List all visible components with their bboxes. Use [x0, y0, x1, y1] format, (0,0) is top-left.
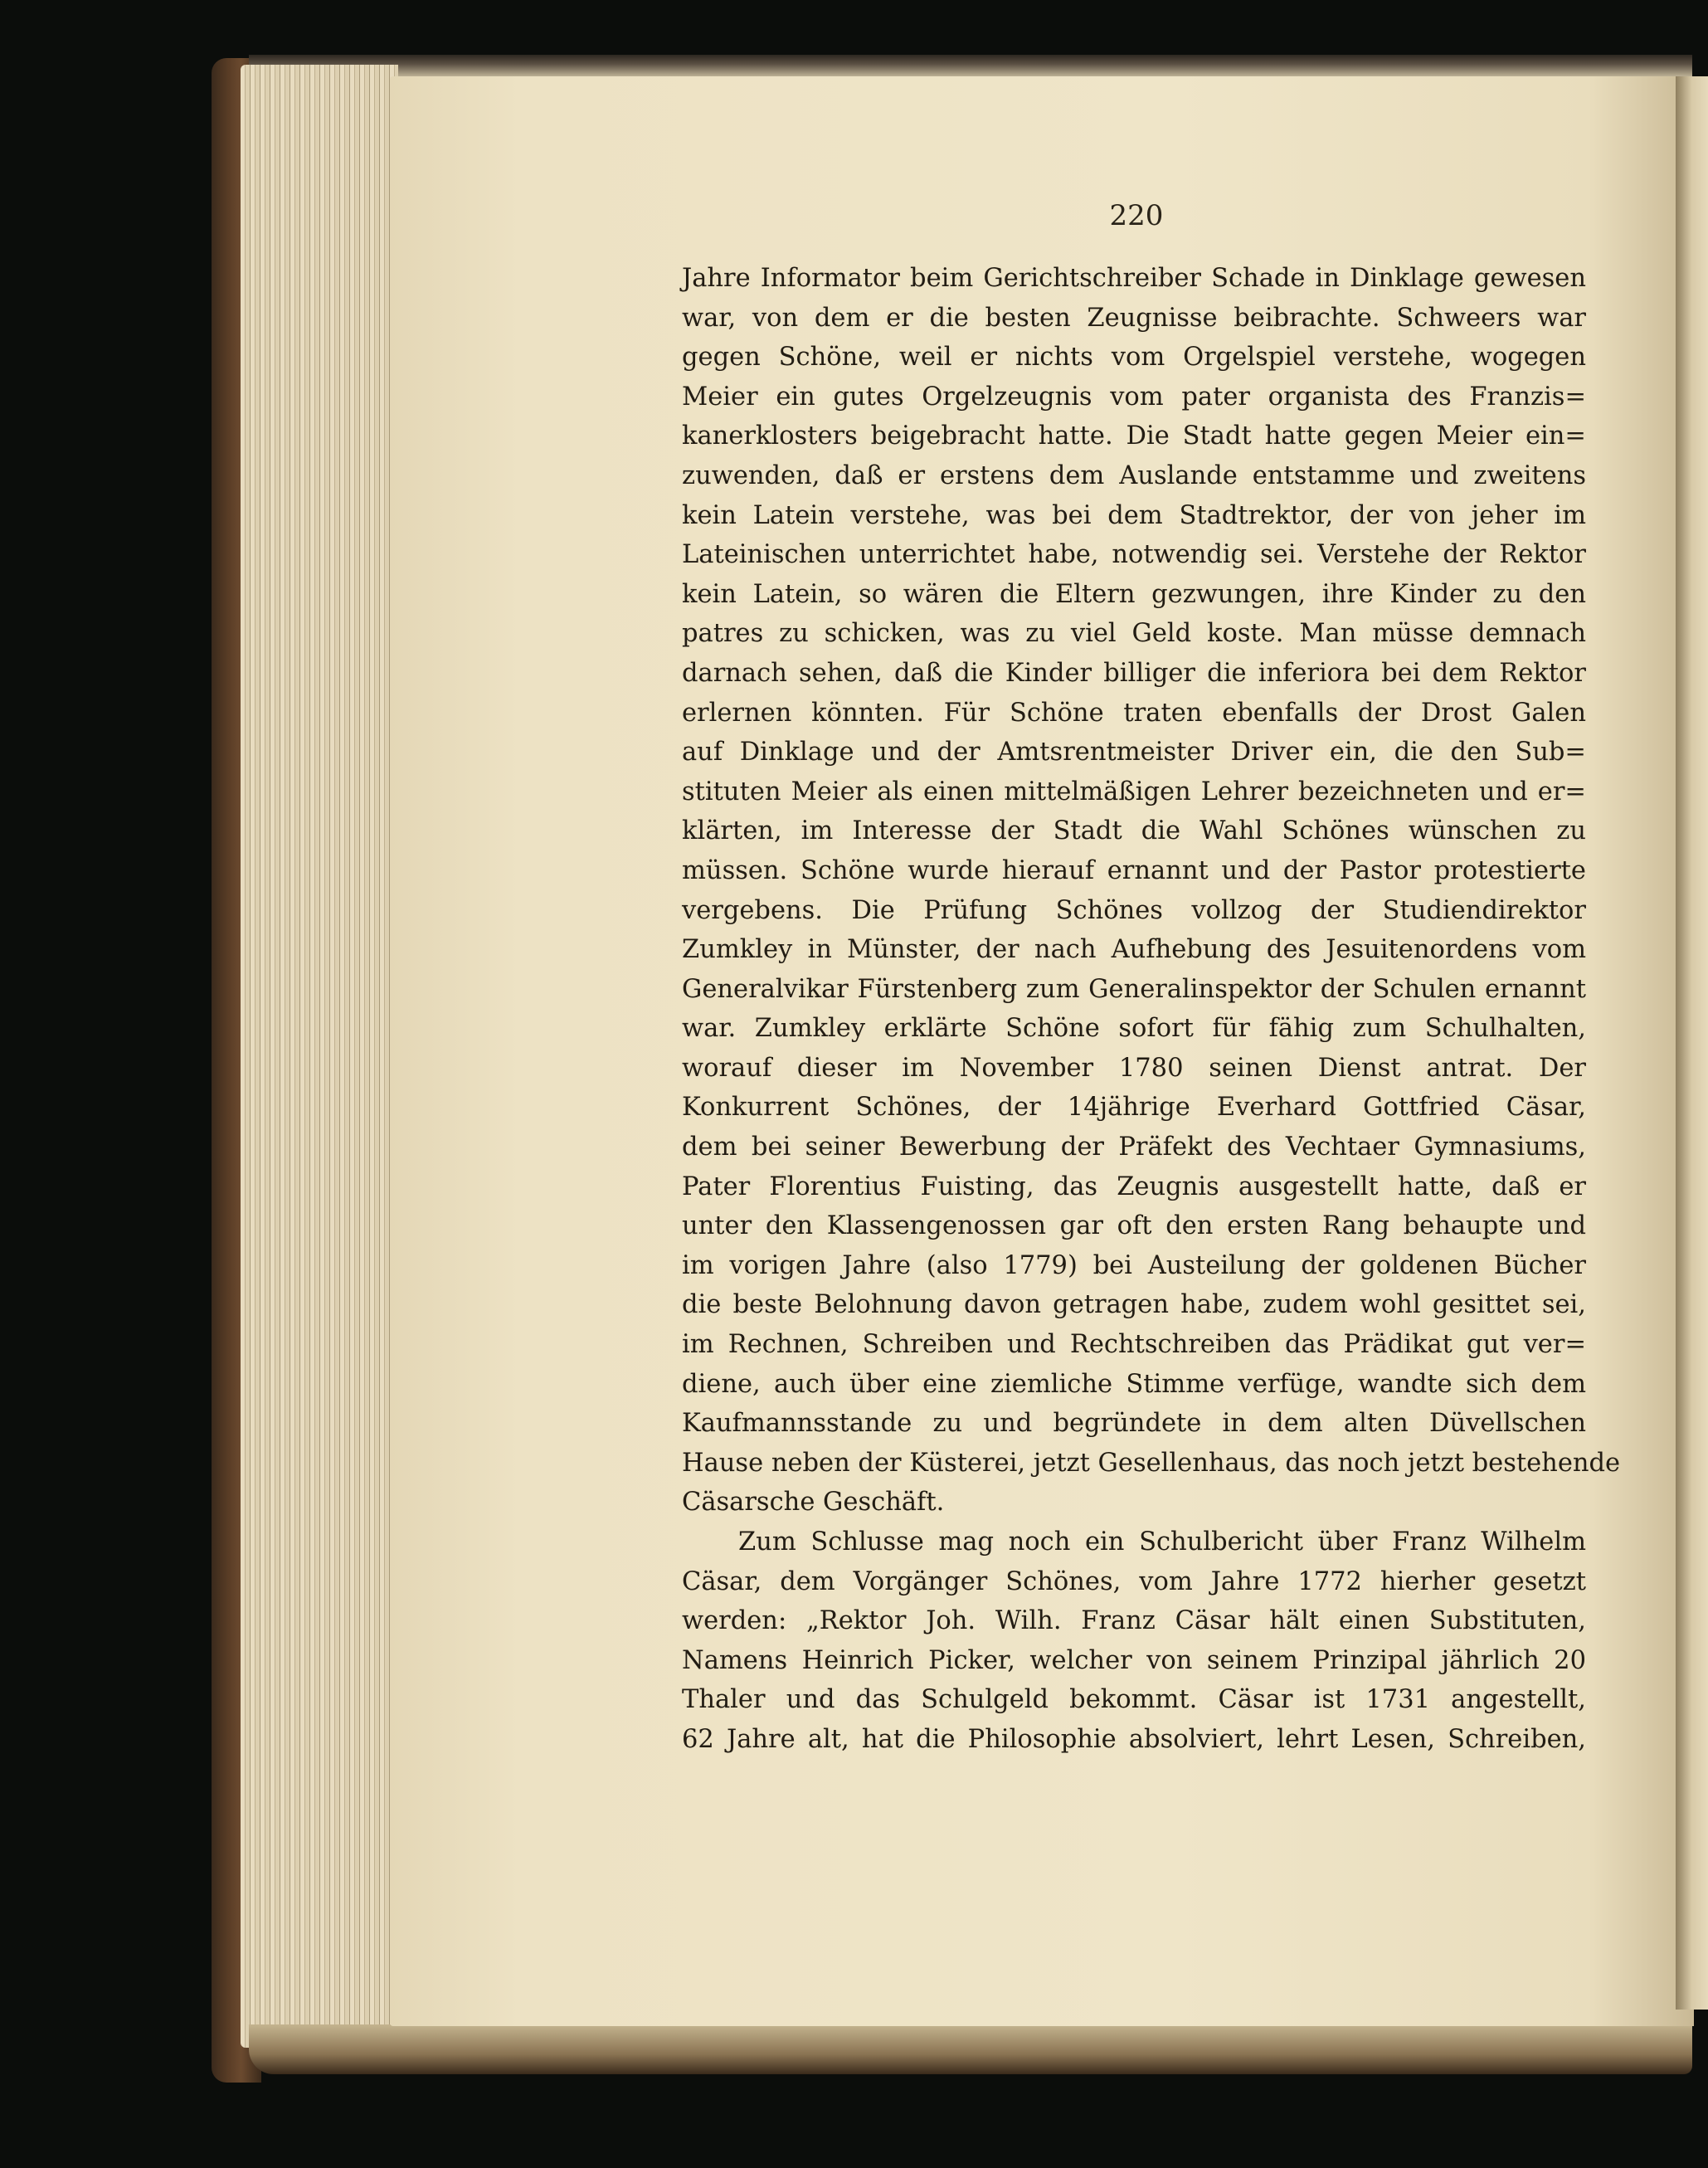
text-line: im Rechnen, Schreiben und Rechtschreiben das Prädikat gut ver= [682, 1330, 1586, 1360]
text-line: Pater Florentius Fuisting, das Zeugnis ausgestellt hatte, daß er [682, 1172, 1586, 1201]
text-line: dem bei seiner Bewerbung der Präfekt des Vechtaer Gymnasiums, [682, 1133, 1586, 1162]
text-line: Jahre Informator beim Gerichtschreiber Schade in Dinklage gewesen [682, 264, 1586, 293]
text-line: Namens Heinrich Picker, welcher von seinem Prinzipal jährlich 20 [682, 1645, 1586, 1675]
text-line: Hause neben der Küsterei, jetzt Gesellenhaus, das noch jetzt bestehende [682, 1448, 1621, 1478]
text-line: unter den Klassengenossen gar oft den ersten Rang behaupte und [682, 1211, 1586, 1241]
text-line: Zumkley in Münster, der nach Aufhebung des Jesuitenordens vom [682, 935, 1586, 965]
text-line: zuwenden, daß er erstens dem Auslande entstamme und zweitens [682, 460, 1586, 490]
page-edges-left [241, 65, 398, 2048]
text-line: Generalvikar Fürstenberg zum Generalinspektor der Schulen ernannt [682, 974, 1586, 1004]
text-line: Meier ein gutes Orgelzeugnis vom pater organista des Franzis= [682, 382, 1586, 412]
text-line: Lateinischen unterrichtet habe, notwendig sei. Verstehe der Rektor [682, 540, 1586, 570]
opposite-page-gutter [1676, 76, 1708, 2010]
text-line: gegen Schöne, weil er nichts vom Orgelspiel verstehe, wogegen [682, 343, 1586, 373]
text-line: Thaler und das Schulgeld bekommt. Cäsar ist 1731 angestellt, [682, 1685, 1586, 1715]
text-line: Cäsarsche Geschäft. [682, 1488, 945, 1518]
paragraph-2 [682, 1522, 1586, 1760]
book-top-edge [249, 55, 1692, 78]
text-line: kein Latein, so wären die Eltern gezwungen, ihre Kinder zu den [682, 579, 1586, 609]
text-line: vergebens. Die Prüfung Schönes vollzog der Studiendirektor [682, 895, 1586, 925]
text-line: 62 Jahre alt, hat die Philosophie absolviert, lehrt Lesen, Schreiben, [682, 1724, 1586, 1754]
text-line: müssen. Schöne wurde hierauf ernannt und der Pastor protestierte [682, 855, 1586, 885]
text-line: worauf dieser im November 1780 seinen Dienst antrat. Der [682, 1053, 1586, 1083]
text-line: kanerklosters beigebracht hatte. Die Stadt hatte gegen Meier ein= [682, 421, 1586, 451]
text-line: Cäsar, dem Vorgänger Schönes, vom Jahre 1772 hierher gesetzt [682, 1566, 1586, 1596]
text-line: patres zu schicken, was zu viel Geld koste. Man müsse demnach [682, 619, 1586, 649]
text-line: werden: „Rektor Joh. Wilh. Franz Cäsar hält einen Substituten, [682, 1606, 1586, 1636]
text-line: auf Dinklage und der Amtsrentmeister Driver ein, die den Sub= [682, 738, 1586, 767]
text-line: klärten, im Interesse der Stadt die Wahl Schönes wünschen zu [682, 816, 1586, 846]
text-line: die beste Belohnung davon getragen habe, zudem wohl gesittet sei, [682, 1290, 1586, 1320]
text-line: war. Zumkley erklärte Schöne sofort für fähig zum Schulhalten, [682, 1014, 1586, 1044]
text-line: erlernen könnten. Für Schöne traten ebenfalls der Drost Galen [682, 698, 1586, 728]
page-text [682, 259, 1621, 1760]
page-number: 220 [1109, 199, 1164, 232]
text-line: kein Latein verstehe, was bei dem Stadtrektor, der von jeher im [682, 500, 1586, 530]
text-line: darnach sehen, daß die Kinder billiger die inferiora bei dem Rektor [682, 658, 1586, 688]
text-line: Zum Schlusse mag noch ein Schulbericht über Franz Wilhelm [738, 1527, 1586, 1557]
text-line: Konkurrent Schönes, der 14jährige Everhard Gottfried Cäsar, [682, 1093, 1586, 1123]
text-line: im vorigen Jahre (also 1779) bei Austeilung der goldenen Bücher [682, 1250, 1586, 1280]
text-line: war, von dem er die besten Zeugnisse beibrachte. Schweers war [682, 303, 1586, 333]
text-line: diene, auch über eine ziemliche Stimme verfüge, wandte sich dem [682, 1369, 1586, 1399]
text-line: stituten Meier als einen mittelmäßigen Lehrer bezeichneten und er= [682, 777, 1586, 806]
page-edges-bottom [249, 2024, 1692, 2074]
text-line: Kaufmannsstande zu und begründete in dem alten Düvellschen [682, 1409, 1586, 1439]
paragraph-1 [682, 259, 1621, 1522]
